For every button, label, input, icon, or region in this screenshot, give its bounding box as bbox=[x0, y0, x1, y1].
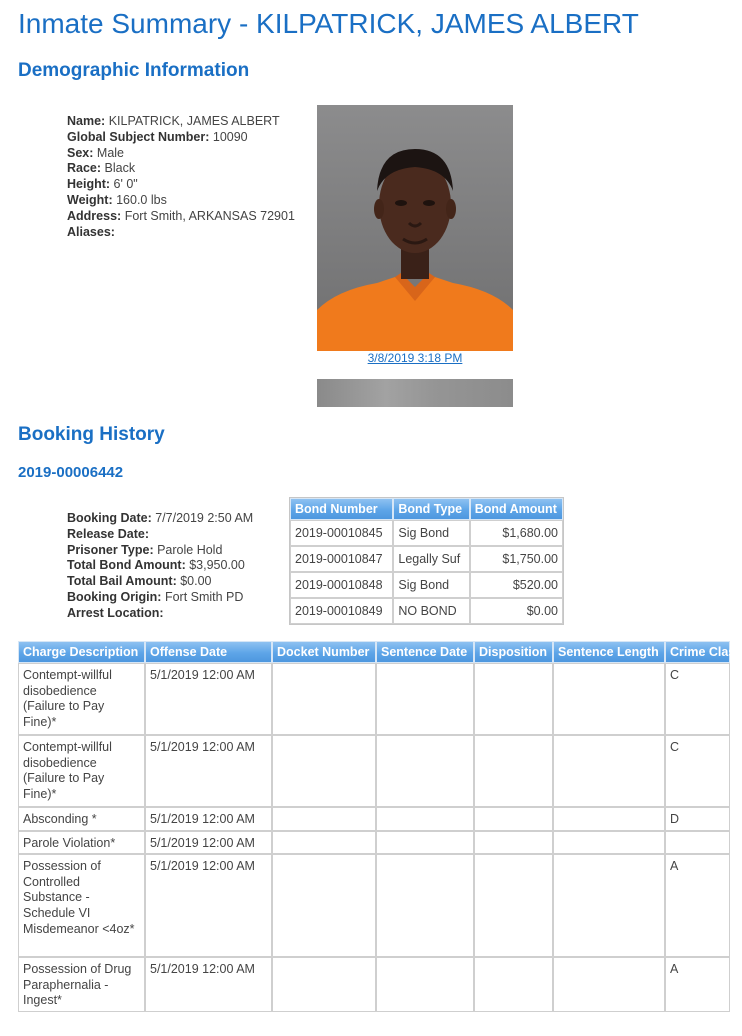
table-row bbox=[18, 735, 730, 807]
arrest-location-field: Arrest Location: bbox=[67, 605, 164, 620]
offense-date-cell: 5/1/2019 12:00 AM bbox=[145, 663, 272, 735]
sentence-length-cell bbox=[553, 807, 665, 831]
offense-date-cell: 5/1/2019 12:00 AM bbox=[145, 957, 272, 1012]
booking-history-heading: Booking History bbox=[18, 424, 165, 445]
field-value: $0.00 bbox=[180, 574, 212, 589]
booking-info bbox=[67, 511, 253, 622]
sentence-length-cell bbox=[553, 957, 665, 1012]
bond-number-cell: 2019-00010847 bbox=[290, 546, 393, 572]
field-value: Fort Smith, ARKANSAS 72901 bbox=[124, 208, 295, 223]
booking-number: 2019-00006442 bbox=[18, 464, 124, 481]
field-label: Total Bail Amount bbox=[67, 574, 173, 589]
docket-number-cell bbox=[272, 854, 376, 957]
sex-field: Sex: Male bbox=[67, 145, 124, 160]
field-label: Booking Date bbox=[67, 511, 148, 525]
docket-number-cell bbox=[272, 831, 376, 855]
table-row bbox=[18, 957, 730, 1012]
column-header-disposition[interactable]: Disposition bbox=[474, 641, 553, 663]
field-value: 7/7/2019 2:50 AM bbox=[155, 511, 254, 525]
bond-header-row bbox=[290, 498, 563, 520]
field-label: Sex bbox=[67, 145, 90, 160]
disposition-cell bbox=[474, 735, 553, 807]
docket-number-cell bbox=[272, 807, 376, 831]
bond-number-cell: 2019-00010848 bbox=[290, 572, 393, 598]
field-value: Parole Hold bbox=[157, 542, 223, 557]
sentence-length-cell bbox=[553, 663, 665, 735]
sentence-length-cell bbox=[553, 854, 665, 957]
name-field: Name: KILPATRICK, JAMES ALBERT bbox=[67, 114, 280, 128]
sentence-length-cell bbox=[553, 735, 665, 807]
booking-date-field: Booking Date: 7/7/2019 2:50 AM bbox=[67, 511, 254, 525]
column-header-sentence-date[interactable]: Sentence Date bbox=[376, 641, 474, 663]
sentence-length-cell bbox=[553, 831, 665, 855]
disposition-cell bbox=[474, 854, 553, 957]
release-date-field: Release Date: bbox=[67, 526, 149, 541]
charge-description-cell: Possession of Drug Paraphernalia - Ingest* bbox=[18, 957, 145, 1012]
offense-date-cell: 5/1/2019 12:00 AM bbox=[145, 735, 272, 807]
charge-description-cell: Absconding * bbox=[18, 807, 145, 831]
prisoner-type-field: Prisoner Type: Parole Hold bbox=[67, 542, 223, 557]
field-value: Fort Smith PD bbox=[164, 589, 244, 604]
docket-number-cell bbox=[272, 957, 376, 1012]
crime-class-cell: C bbox=[665, 735, 730, 807]
offense-date-cell: 5/1/2019 12:00 AM bbox=[145, 807, 272, 831]
table-row bbox=[290, 572, 563, 598]
charges-header-row bbox=[18, 641, 730, 663]
field-label: Global Subject Number bbox=[67, 129, 206, 144]
bond-number-cell: 2019-00010849 bbox=[290, 598, 393, 624]
charge-description-cell: Contempt-willful disobedience (Failure to Pay Fine)* bbox=[18, 663, 145, 735]
column-header-bond-type[interactable]: Bond Type bbox=[393, 498, 469, 520]
bond-number-cell: 2019-00010845 bbox=[290, 520, 393, 546]
charge-description-cell: Possession of Controlled Substance - Schedule VI Misdemeanor <4oz* bbox=[18, 854, 145, 957]
bond-amount-cell: $0.00 bbox=[470, 598, 563, 624]
charge-description-cell: Parole Violation* bbox=[18, 831, 145, 855]
field-value: 10090 bbox=[212, 129, 248, 144]
bond-amount-cell: $1,680.00 bbox=[470, 520, 563, 546]
crime-class-cell: C bbox=[665, 663, 730, 735]
table-row bbox=[18, 663, 730, 735]
bond-table bbox=[289, 497, 564, 625]
sentence-date-cell bbox=[376, 735, 474, 807]
demographic-info bbox=[67, 114, 295, 240]
bond-type-cell: Legally Suf bbox=[393, 546, 469, 572]
table-row bbox=[290, 598, 563, 624]
field-value: 6' 0" bbox=[113, 177, 138, 192]
disposition-cell bbox=[474, 957, 553, 1012]
booking-origin-field: Booking Origin: Fort Smith PD bbox=[67, 589, 244, 604]
crime-class-cell: A bbox=[665, 854, 730, 957]
bond-type-cell: Sig Bond bbox=[393, 572, 469, 598]
photo-date-link[interactable]: 3/8/2019 3:18 PM bbox=[367, 351, 463, 365]
field-label: Release Date bbox=[67, 526, 145, 541]
subject-number-field: Global Subject Number: 10090 bbox=[67, 129, 248, 144]
field-label: Total Bond Amount bbox=[67, 558, 182, 573]
table-row bbox=[18, 831, 730, 855]
offense-date-cell: 5/1/2019 12:00 AM bbox=[145, 831, 272, 855]
total-bond-field: Total Bond Amount: $3,950.00 bbox=[67, 558, 245, 573]
column-header-bond-amount[interactable]: Bond Amount bbox=[470, 498, 563, 520]
table-row bbox=[290, 546, 563, 572]
page-title: Inmate Summary - KILPATRICK, JAMES ALBERT bbox=[18, 8, 639, 39]
demographic-heading: Demographic Information bbox=[18, 60, 250, 81]
sentence-date-cell bbox=[376, 854, 474, 957]
field-value: Male bbox=[96, 145, 124, 160]
aliases-field: Aliases: bbox=[67, 224, 115, 239]
disposition-cell bbox=[474, 831, 553, 855]
charges-table-container bbox=[18, 641, 742, 1012]
column-header-sentence-length[interactable]: Sentence Length bbox=[553, 641, 665, 663]
address-field: Address: Fort Smith, ARKANSAS 72901 bbox=[67, 208, 295, 223]
sentence-date-cell bbox=[376, 663, 474, 735]
crime-class-cell: D bbox=[665, 807, 730, 831]
mugshot-photo bbox=[317, 105, 513, 351]
charges-table bbox=[18, 641, 742, 1012]
total-bail-field: Total Bail Amount: $0.00 bbox=[67, 574, 212, 589]
table-row bbox=[18, 854, 730, 957]
column-header-docket-number[interactable]: Docket Number bbox=[272, 641, 376, 663]
bond-amount-cell: $520.00 bbox=[470, 572, 563, 598]
field-label: Prisoner Type bbox=[67, 542, 150, 557]
docket-number-cell bbox=[272, 735, 376, 807]
column-header-charge-description[interactable]: Charge Description bbox=[18, 641, 145, 663]
field-value: $3,950.00 bbox=[189, 558, 245, 573]
weight-field: Weight: 160.0 lbs bbox=[67, 192, 167, 207]
charge-description-cell: Contempt-willful disobedience (Failure to Pay Fine)* bbox=[18, 735, 145, 807]
sentence-date-cell bbox=[376, 807, 474, 831]
field-label: Race bbox=[67, 161, 97, 176]
bond-type-cell: Sig Bond bbox=[393, 520, 469, 546]
field-label: Height bbox=[67, 177, 106, 192]
field-value: 160.0 lbs bbox=[116, 192, 167, 207]
crime-class-cell bbox=[665, 831, 730, 855]
field-value: KILPATRICK, JAMES ALBERT bbox=[108, 114, 280, 128]
disposition-cell bbox=[474, 663, 553, 735]
field-label: Weight bbox=[67, 192, 109, 207]
docket-number-cell bbox=[272, 663, 376, 735]
column-header-crime-class[interactable]: Crime Class bbox=[665, 641, 730, 663]
race-field: Race: Black bbox=[67, 161, 136, 176]
field-label: Booking Origin bbox=[67, 589, 158, 604]
bond-amount-cell: $1,750.00 bbox=[470, 546, 563, 572]
table-row bbox=[290, 520, 563, 546]
column-header-bond-number[interactable]: Bond Number bbox=[290, 498, 393, 520]
sentence-date-cell bbox=[376, 831, 474, 855]
field-label: Aliases bbox=[67, 224, 111, 239]
field-label: Arrest Location bbox=[67, 605, 160, 620]
height-field: Height: 6' 0" bbox=[67, 177, 138, 192]
crime-class-cell: A bbox=[665, 957, 730, 1012]
second-photo bbox=[317, 379, 513, 407]
bond-type-cell: NO BOND bbox=[393, 598, 469, 624]
field-value: Black bbox=[104, 161, 136, 176]
field-label: Address bbox=[67, 208, 118, 223]
column-header-offense-date[interactable]: Offense Date bbox=[145, 641, 272, 663]
table-row bbox=[18, 807, 730, 831]
field-label: Name bbox=[67, 114, 102, 128]
offense-date-cell: 5/1/2019 12:00 AM bbox=[145, 854, 272, 957]
sentence-date-cell bbox=[376, 957, 474, 1012]
disposition-cell bbox=[474, 807, 553, 831]
